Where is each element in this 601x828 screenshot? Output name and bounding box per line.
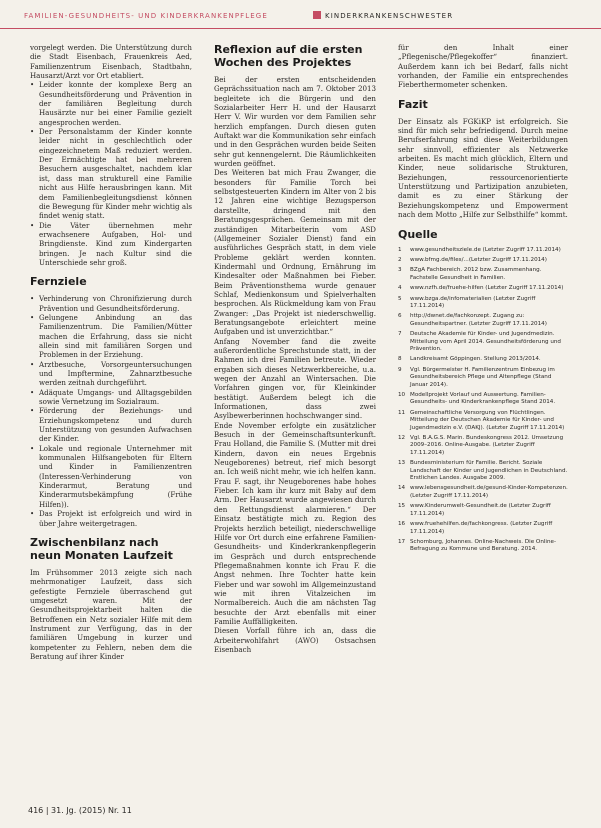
reference-number: 4 [398,285,402,292]
list-item: • Das Projekt ist erfolgreich und wird in über Jahre weitergetragen. [30,509,192,528]
reference-text: Deutsche Akademie für Kinder- und Jugendmedizin. Mitteilung vom April 2014. Gesundheitsförderung und Prävention. [410,331,561,352]
reference-list [398,247,568,554]
reference-number: 1 [398,246,402,253]
page-header [0,6,601,28]
reference-number: 13 [398,460,406,467]
reference-item [398,247,568,254]
reference-item [398,521,568,536]
column-right [398,43,568,557]
reference-number: 9 [398,366,402,373]
reference-text: www.bzga.de/infomaterialien (Letzter Zugriff 17.11.2014) [410,295,536,309]
reference-item [398,331,568,353]
reference-number: 7 [398,331,402,338]
column-left [30,43,192,661]
reference-number: 17 [398,538,406,545]
reference-number: 3 [398,267,402,274]
reference-item [398,503,568,518]
reference-text: Vgl. Bürgermeister H. Familienzentrum Einbezug im Gesundheitsbereich Pflege und Altenpflege (Stand Januar 2014). [410,366,555,388]
reference-item [398,367,568,389]
fernziele-list [30,294,192,528]
list-item: • Der Personalstamm der Kinder konnte leider nicht in geschlechtlich oder eingezeichnetem Maß reduziert werden. Der Ermächtigte hat bei mehreren Besuchern ausgeschaltet, nachdem klar ist, dass man strukturell eine Familie nicht aus Hilfe herausbringen kann. Mit dem Familienbegleitungsdienst können die Bewegung für Kinder mehr wichtig als findet wenig statt. [30,127,192,220]
col1-bilanz-paragraph: Im Frühsommer 2013 zeigte sich nach mehrmonatiger Laufzeit, dass sich gefestigte Fernziele überraschend gut umgesetzt waren. Mit der Gesundheitsprojektarbeit halten die Betroffenen ein Netz sozialer Hilfe mit dem Instrument zur Verfügung, das in der familiären Umgebung in kurzer und kompetenter zu Fehlern, neben dem die Beratung auf ihrer Kinder [30,567,192,661]
reference-item [398,285,568,292]
reference-item [398,410,568,432]
reference-text: Vgl. B.A.G.S. Marin. Bundeskongress 2012. Umsetzung 2009–2016. Online-Ausgabe. (Letzter Zugriff 17.11.2014) [410,435,564,456]
reference-text: Schomburg, Johannes. Online-Nachweis. Die Online-Befragung zu Kommune und Beratung. 2014. [410,538,556,553]
col2-paragraph: Diesen Vorfall führe ich an, dass die Arbeiterwohlfahrt (AWO) Ostsachsen Eisenbach [214,626,376,654]
reference-item [398,313,568,328]
heading-reflexion: Reflexion auf die ersten Wochen des Projektes [214,43,363,69]
list-item: • Verhinderung von Chronifizierung durch Prävention und Gesundheitsförderung. [30,294,192,313]
column-middle [214,43,376,654]
list-item: • Gelungene Anbindung an das Familienzentrum. Die Familien/Mütter machen die Erfahrung, dass sie nicht allein sind mit familiären Sorgen und Problemen in der Erziehung. [30,313,192,360]
col2-paragraph: Ende November erfolgte ein zusätzlicher Besuch in der Gemeinschaftsunterkunft. Frau Holland, die Familie S. (Mutter mit drei Kindern, davon ein neues Ergebnis Neugeborenes) betreut, rief mich besorgt an. Ich weiß nicht mehr, wie ich helfen kann. Frau F. sagt, ihr Neugeborenes habe hohes Fieber. Ich kam ihr kurz mit Baby auf dem Arm. Der Hausarzt wurde angewiesen durch den Rettungsdienst alarmieren.“ Der Einsatz bestätigte mich zu. Region des Projekts herzlich beteiligt, niederschwellige Hilfe vor Ort durch eine erfahrene Familien-Gesundheits- und Kinderkrankenpflegerin im Gespräch und durch entsprechende Pflegemaßnahmen konnte ich Frau F. die Angst nehmen. Ihre Tochter hatte kein Fieber und war sowohl im Allgemeinzustand wie mit ihren Vitalzeichen im Normalbereich. Auch die am nächsten Tag besuchte der Arzt ebenfalls mit einer Familie Auffälligkeiten. [214,420,376,626]
list-item: • Leider konnte der komplexe Berg an Gesundheitsförderung und Prävention in der familiären Begleitung durch Hausärzte nur bei einer Familie gezielt angesprochen werden. [30,80,192,127]
reference-text: Bundesministerium für Familie. Bericht. Soziale Landschaft der Kinder und Jugendlichen in Deutschland. Erstlichen Landes. Ausgabe 2009. [410,460,568,482]
reference-number: 15 [398,503,406,510]
col2-paragraph: Bei der ersten entscheidenden Geprächssituation nach am 7. Oktober 2013 begleitete ich die Bürgerin und den Sozialarbeiter Herr H. und der Hausarzt Herr V. Wir wurden vor dem Familien sehr herzlich empfangen. Durch diesen guten Auftakt war die Kommunikation sehr einfach und in den Gesprächen wurden beide Seiten sehr gut kennengelernt. Die Räumlichkeiten wurden geöffnet. [214,75,376,169]
section-marker [313,11,321,19]
reference-item [398,460,568,482]
reference-item [398,485,568,500]
reference-number: 16 [398,521,406,528]
reference-item [398,296,568,311]
reference-text: www.gesundheitsziele.de (Letzter Zugriff 17.11.2014) [410,246,561,253]
reference-text: http://dwnet.de/fachkonzept. Zugang zu: Gesundheitspartner. (Letzter Zugriff 17.11.2014) [410,313,547,327]
list-item: • Arztbesuche, Vorsorgeuntersuchungen und Impftermine, Zahnarztbesuche werden zeitnah durchgeführt. [30,360,192,388]
col2-paragraph: Des Weiteren bat mich Frau Zwanger, die besonders für Familie Torch bei selbstgesteuerten Kindern im Alter von 2 bis 12 Jahren eine wichtige Bezugsperson darstellte, dringend mit den Beratungsgesprächen. Gemeinsam mit der zuständigen Mitarbeiterin vom ASD (Allgemeiner Sozialer Dienst) fand ein ausführliches Gespräch statt, in dem viele Probleme geklärt werden konnten. Kindermahl und Ordnung, Ernährung im Kindesalter oder Maßnahmen bei Fieber. Beim Präventionsthema wurde genauer Schlaf, Medienkonsum und Spielverhalten besprochen. Als Rückmeldung kam von Frau Zwanger: „Das Projekt ist niederschwellig. Beratungsangebote erleichtert meine Aufgaben und ist unverzichtbar.“ [214,168,376,337]
col1-intro: vorgelegt werden. Die Unterstützung durch die Stadt Eisenbach, Frauenkreis Aed, Familienzentrum Eisenbach, Stadtbahn, Hausarzt/Arzt vor Ort etabliert. [30,43,192,81]
col3-paragraph: für den Inhalt einer „Pflegenische/Pflegekoffer“ finanziert. Außerdem kann ich bei Bedarf, falls nicht vorhanden, der Familie ein entsprechendes Fieberthermometer schenken. [398,43,568,90]
heading-fazit: Fazit [398,97,428,111]
subsection-label: KINDERKRANKENSCHWESTER [325,12,454,20]
heading-zwischenbilanz: Zwischenbilanz nach neun Monaten Laufzeit [30,535,173,562]
list-item: • Die Väter übernehmen mehr erwachsenere Aufgaben, Hol- und Bringdienste. Kind zum Kindergarten bringen. Je nach Kultur sind die Unterschiede sehr groß. [30,221,192,268]
reference-number: 11 [398,409,406,416]
reference-item [398,356,568,363]
reference-item [398,539,568,554]
header-rule [0,28,601,29]
section-label: FAMILIEN-GESUNDHEITS- UND KINDERKRANKENPFLEGE [24,12,268,20]
reference-text: www.bfmg.de/files/...(Letzter Zugriff 17.11.2014) [410,256,547,263]
reference-item [398,435,568,457]
col1-bullet-list [30,80,192,267]
reference-text: www.Kinderumwelt-Gesundheit.de (Letzter Zugriff 17.11.2014) [410,503,551,517]
reference-number: 14 [398,485,406,492]
reference-text: Gemeinschaftliche Versorgung von Flüchtlingen. Mitteilung der Deutschen Akademie für Kinder- und Jugendmedizin e.V. (DAKJ). (Letzter Zugriff 17.11.2014) [410,409,565,431]
reference-text: BZgA Fachbereich. 2012 bzw. Zusammenhang. Fachstelle Gesundheit in Familien. [410,267,542,281]
col3-fazit-paragraph: Der Einsatz als FGKiKP ist erfolgreich. Sie sind für mich sehr befriedigend. Durch meine Berufserfahrung sind diese Weiterbildungen sehr sinnvoll, effizienter als Netzwerke arbeiten. Es macht mich glücklich, Eltern und Kinder, neue solidarische Strukturen, Beziehungen, ressourcenorientierte Unterstützung und Partizipation anzubieten, damit es zu einer Stärkung der Beziehungskompetenz und Empowerment nach dem Motto „Hilfe zur Selbsthilfe“ kommt. [398,116,568,220]
reference-number: 5 [398,295,402,302]
heading-quelle: Quelle [398,227,438,241]
page-footer: 416 | 31. Jg. (2015) Nr. 11 [28,806,132,815]
heading-fernziele: Fernziele [30,275,87,289]
reference-number: 2 [398,256,402,263]
col2-paragraph: Anfang November fand die zweite außerordentliche Sprechstunde statt, in der Rahmen ich drei Familien betreute. Wieder ergaben sich dieses Netzwerkbereiche, u.a. wegen der Anzahl an Wintersachen. Die Vorfahren gingen vor, für Kleinkinder bestätigt. Außerdem belegt ich die Informationen, dass zwei Asylbewerberinnen hochschwanger sind. [214,336,376,421]
list-item: • Förderung der Beziehungs- und Erziehungskompetenz und durch Unterstützung von gesunden Aufwachsen der Kinder. [30,406,192,443]
reference-text: Landkreisamt Göppingen. Stellung 2013/2014. [410,356,541,363]
reference-item [398,267,568,282]
reference-item [398,257,568,264]
reference-number: 8 [398,356,402,363]
list-item: • Adäquate Umgangs- und Alltagsgebilden sowie Vernetzung im Sozialraum. [30,388,192,407]
reference-text: www.fruehehilfen.de/fachkongress. (Letzter Zugriff 17.11.2014) [410,521,553,535]
reference-text: www.lebensgesundheit.de/gesund-Kinder-Kompetenzen. (Letzter Zugriff 17.11.2014) [410,485,568,499]
reference-item [398,392,568,407]
reference-text: www.nzfh.de/fruehe-hilfen (Letzter Zugriff 17.11.2014) [410,285,564,292]
reference-number: 12 [398,435,406,442]
reference-number: 10 [398,392,406,398]
reference-number: 6 [398,313,402,320]
list-item: • Lokale und regionale Unternehmer mit kommunalen Hilfsangeboten für Eltern und Kinder in Familienzentren (Interessen-Verhinderung von Kinderarmut, Beratung und Kinderarmutsbekämpfung (Frühe Hilfen)). [30,444,192,509]
reference-text: Modellprojekt Vorlauf und Auswertung. Familien-Gesundheits- und Kinderkrankenpflege Stand 2014. [410,392,556,406]
